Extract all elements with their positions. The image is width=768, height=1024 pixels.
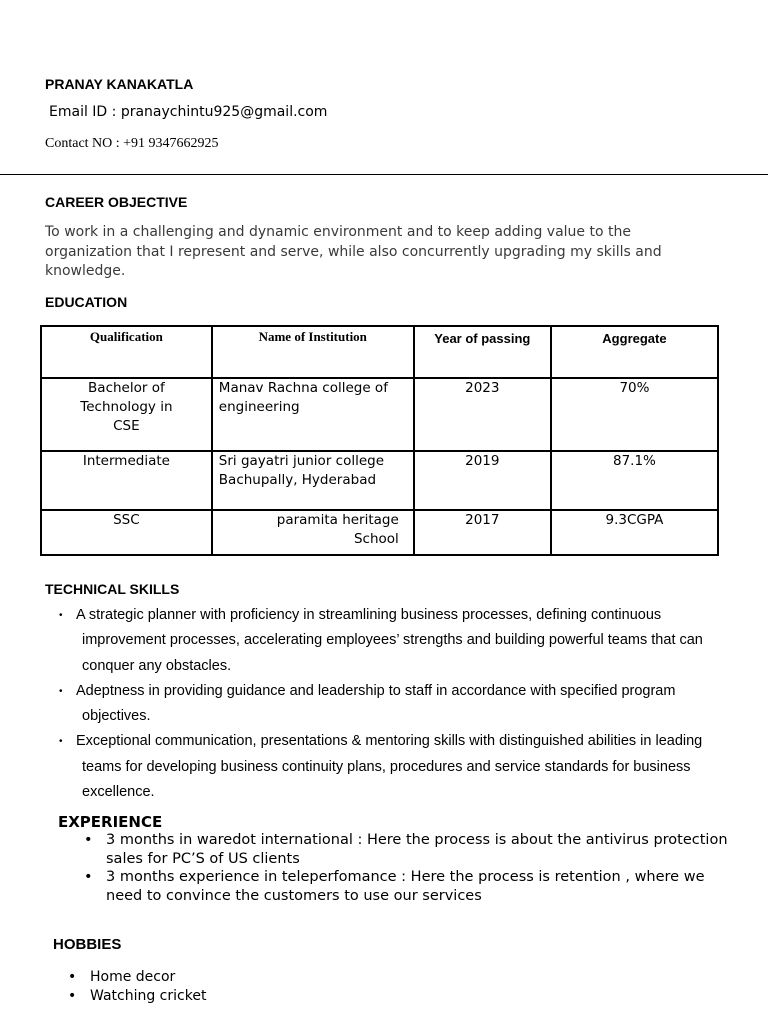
skills-heading: TECHNICAL SKILLS xyxy=(45,581,180,597)
list-item xyxy=(84,868,744,905)
table-row xyxy=(41,378,718,451)
bullet-icon: • xyxy=(59,736,63,748)
cell-qualification xyxy=(41,378,212,451)
cell-qualification: Intermediate xyxy=(41,451,212,510)
list-item xyxy=(59,679,722,730)
list-item xyxy=(84,831,744,868)
cell-institution-text: paramita heritage School xyxy=(276,512,399,547)
cell-institution xyxy=(212,510,414,555)
objective-heading: CAREER OBJECTIVE xyxy=(45,194,188,210)
experience-text: 3 months in waredot international : Here the process is about the antivirus protection sales for PC’S of US clients xyxy=(106,832,728,867)
experience-heading: EXPERIENCE xyxy=(58,813,163,831)
bullet-icon: • xyxy=(68,969,77,985)
skill-text: Exceptional communication, presentations & mentoring skills with distinguished abilities in leading teams for developing business continuity plans, procedures and service standards for business excellence. xyxy=(76,733,703,801)
education-heading: EDUCATION xyxy=(45,294,128,310)
experience-text: 3 months experience in teleperfomance : Here the process is retention , where we need to convince the customers to use our services xyxy=(106,869,705,904)
skill-text: A strategic planner with proficiency in streamlining business processes, defining continuous improvement processes, accelerating employees’ strengths and building powerful teams that can conquer any obstacles. xyxy=(76,607,703,674)
hobby-text: Watching cricket xyxy=(90,988,207,1004)
contact-line: Contact NO : +91 9347662925 xyxy=(45,136,219,151)
bullet-icon: • xyxy=(59,610,63,621)
candidate-name: PRANAY KANAKATLA xyxy=(45,76,194,92)
email-line: Email ID : pranaychintu925@gmail.com xyxy=(49,104,328,120)
list-item xyxy=(59,729,722,805)
skill-text: Adeptness in providing guidance and leadership to staff in accordance with specified program objectives. xyxy=(76,682,676,725)
hobbies-heading: HOBBIES xyxy=(53,936,122,953)
objective-text: To work in a challenging and dynamic environment and to keep adding value to the organization that I represent and serve, while also concurrently upgrading my skills and knowledge. xyxy=(45,224,662,279)
table-row xyxy=(41,451,718,510)
column-header-institution: Name of Institution xyxy=(212,326,414,378)
cell-qualification-text: Bachelor of Technology in CSE xyxy=(80,380,173,434)
bullet-icon: • xyxy=(84,869,93,885)
bullet-icon: • xyxy=(68,988,77,1004)
education-table xyxy=(40,325,719,556)
cell-year: 2019 xyxy=(414,451,551,510)
column-header-aggregate: Aggregate xyxy=(551,326,718,378)
cell-aggregate: 87.1% xyxy=(551,451,718,510)
skills-list xyxy=(59,603,722,805)
bullet-icon: • xyxy=(59,685,63,697)
column-header-year: Year of passing xyxy=(414,326,551,378)
cell-aggregate: 9.3CGPA xyxy=(551,510,718,555)
experience-list xyxy=(84,831,744,905)
list-item xyxy=(68,968,206,987)
hobby-text: Home decor xyxy=(90,969,176,985)
cell-institution: Sri gayatri junior college Bachupally, Hyderabad xyxy=(212,451,414,510)
cell-year: 2023 xyxy=(414,378,551,451)
cell-institution: Manav Rachna college of engineering xyxy=(212,378,414,451)
cell-qualification: SSC xyxy=(41,510,212,555)
cell-aggregate: 70% xyxy=(551,378,718,451)
table-row xyxy=(41,510,718,555)
header-divider xyxy=(0,174,768,175)
list-item xyxy=(68,987,206,1006)
bullet-icon: • xyxy=(84,832,93,848)
column-header-qualification: Qualification xyxy=(41,326,212,378)
hobbies-list xyxy=(68,968,206,1006)
cell-year: 2017 xyxy=(414,510,551,555)
education-table-header xyxy=(41,326,718,378)
list-item xyxy=(59,603,722,679)
